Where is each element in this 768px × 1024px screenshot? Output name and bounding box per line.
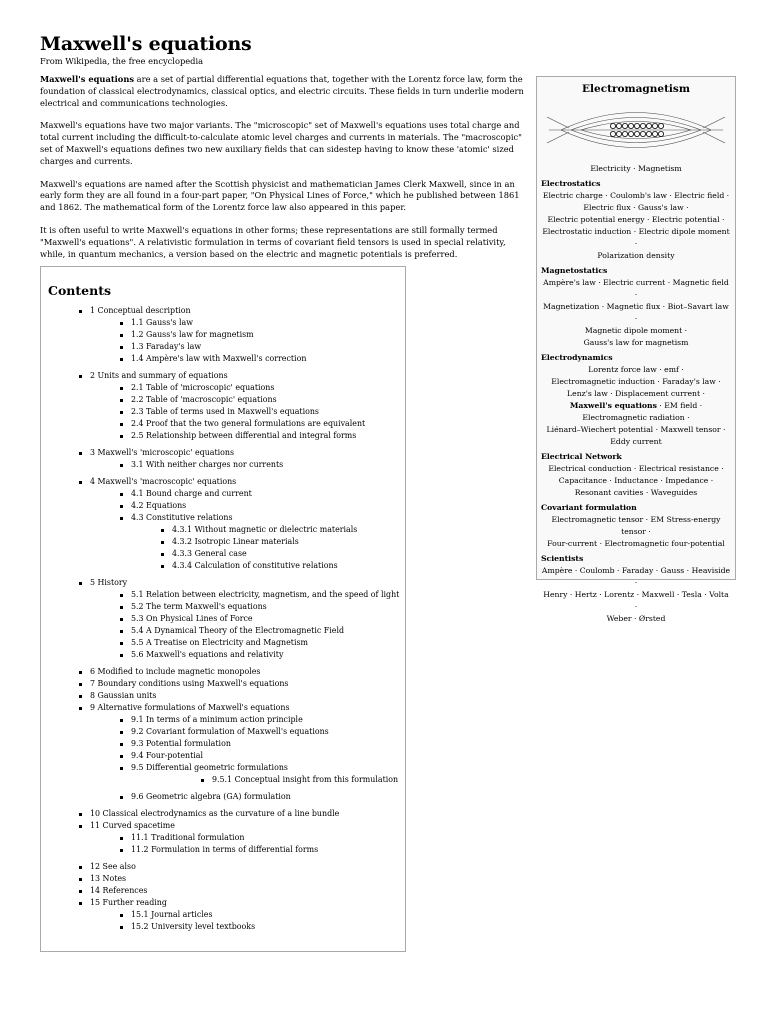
infobox-link-line[interactable]: Weber · Ørsted (606, 614, 666, 623)
bullet-icon (120, 796, 123, 799)
infobox-link-line[interactable]: Magnetic dipole moment · (584, 326, 688, 335)
solenoid-field-icon (541, 99, 731, 161)
toc-item-label: 1.4 Ampère's law with Maxwell's correction (131, 354, 307, 363)
toc-item[interactable] (41, 808, 405, 820)
toc-item-label: 1.2 Gauss's law for magnetism (131, 330, 254, 339)
toc-item[interactable] (41, 329, 405, 341)
bullet-icon (120, 594, 123, 597)
intro-text (40, 74, 528, 271)
infobox-link-line[interactable]: Gauss's law for magnetism (583, 338, 689, 347)
bullet-icon (120, 399, 123, 402)
bullet-icon (79, 890, 82, 893)
toc-item-label: 12 See also (90, 862, 136, 871)
infobox-section-heading: Covariant formulation (541, 503, 637, 512)
toc-item-label: 9.5 Differential geometric formulations (131, 763, 288, 772)
toc-item-label: 9 Alternative formulations of Maxwell's equations (90, 703, 290, 712)
toc-list (41, 305, 405, 933)
bullet-icon (79, 582, 82, 585)
toc-item[interactable] (41, 791, 405, 803)
toc-item-label: 2.5 Relationship between differential and integral forms (131, 431, 357, 440)
toc-item[interactable] (41, 317, 405, 329)
bullet-icon (120, 630, 123, 633)
toc-item-label: 4.3.1 Without magnetic or dielectric materials (172, 525, 358, 534)
bullet-icon (79, 375, 82, 378)
bullet-icon (79, 902, 82, 905)
toc-item-label: 1.1 Gauss's law (131, 318, 193, 327)
toc-item[interactable] (41, 613, 405, 625)
infobox-link-line[interactable]: Lorentz force law · emf · (588, 365, 684, 374)
toc-item-label: 2.3 Table of terms used in Maxwell's equations (131, 407, 319, 416)
table-of-contents (40, 266, 406, 952)
toc-item[interactable] (41, 418, 405, 430)
bullet-icon (120, 387, 123, 390)
bullet-icon (120, 423, 123, 426)
infobox-section-body (537, 514, 735, 550)
intro-paragraph-1 (40, 74, 528, 109)
infobox-link-line[interactable]: Electric potential energy · Electric potential · (547, 215, 725, 224)
toc-item[interactable] (41, 637, 405, 649)
bullet-icon (79, 481, 82, 484)
toc-item-label: 4.1 Bound charge and current (131, 489, 252, 498)
bullet-icon (120, 493, 123, 496)
toc-item[interactable] (41, 762, 405, 774)
toc-item[interactable] (41, 844, 405, 856)
intro-bold-term: Maxwell's equations (40, 74, 135, 84)
toc-item-label: 2.2 Table of 'macroscopic' equations (131, 395, 277, 404)
toc-item[interactable] (41, 589, 405, 601)
toc-item-label: 2 Units and summary of equations (90, 371, 228, 380)
toc-item[interactable] (41, 897, 405, 909)
toc-item-label: 7 Boundary conditions using Maxwell's equations (90, 679, 289, 688)
toc-item-label: 15.2 University level textbooks (131, 922, 256, 931)
infobox-link-line[interactable]: Four-current · Electromagnetic four-potential (547, 539, 725, 548)
bullet-icon (120, 767, 123, 770)
toc-title: Contents (48, 283, 112, 298)
toc-item-label: 15.1 Journal articles (131, 910, 213, 919)
toc-item[interactable] (41, 536, 405, 548)
toc-item[interactable] (41, 524, 405, 536)
toc-item-label: 4 Maxwell's 'macroscopic' equations (90, 477, 237, 486)
toc-item-label: 5.1 Relation between electricity, magnetism, and the speed of light (131, 590, 400, 599)
toc-item[interactable] (41, 861, 405, 873)
toc-item-label: 13 Notes (90, 874, 127, 883)
toc-item[interactable] (41, 649, 405, 661)
toc-item-label: 1.3 Faraday's law (131, 342, 202, 351)
bullet-icon (120, 849, 123, 852)
toc-item[interactable] (41, 394, 405, 406)
toc-item[interactable] (41, 406, 405, 418)
toc-item-label: 2.1 Table of 'microscopic' equations (131, 383, 275, 392)
infobox-section-body (537, 277, 735, 349)
bullet-icon (120, 731, 123, 734)
bullet-icon (120, 346, 123, 349)
infobox-link-line[interactable]: Electromagnetic induction · Faraday's law · (551, 377, 721, 386)
bullet-icon (120, 743, 123, 746)
electromagnetism-infobox (536, 76, 736, 623)
source-note: From Wikipedia, the free encyclopedia (40, 56, 204, 66)
toc-item[interactable] (41, 548, 405, 560)
toc-item-label: 9.6 Geometric algebra (GA) formulation (131, 792, 291, 801)
toc-item[interactable] (41, 341, 405, 353)
toc-item-label: 4.2 Equations (131, 501, 187, 510)
infobox-link-line[interactable]: Maxwell's equations · EM field · (569, 401, 703, 410)
bullet-icon (201, 779, 204, 782)
bullet-icon (120, 322, 123, 325)
toc-item-label: 1 Conceptual description (90, 306, 191, 315)
toc-item[interactable] (41, 560, 405, 572)
bullet-icon (120, 618, 123, 621)
bullet-icon (120, 334, 123, 337)
bullet-icon (120, 719, 123, 722)
toc-item[interactable] (41, 476, 405, 488)
toc-item[interactable] (41, 885, 405, 897)
toc-item[interactable] (41, 921, 405, 933)
toc-item-label: 11.2 Formulation in terms of differential forms (131, 845, 319, 854)
toc-item[interactable] (41, 430, 405, 442)
bullet-icon (120, 654, 123, 657)
infobox-title: Electromagnetism (582, 83, 690, 95)
toc-item[interactable] (41, 873, 405, 885)
bullet-icon (79, 695, 82, 698)
infobox-section-heading: Electrical Network (541, 452, 622, 461)
toc-item-label: 11 Curved spacetime (90, 821, 175, 830)
toc-item-label: 14 References (90, 886, 148, 895)
bullet-icon (79, 813, 82, 816)
toc-item[interactable] (41, 459, 405, 471)
toc-item-label: 4.3.4 Calculation of constitutive relations (172, 561, 338, 570)
infobox-sections (537, 178, 735, 625)
toc-item[interactable] (41, 678, 405, 690)
infobox-link-line[interactable]: Electric charge · Coulomb's law · Electric field · (542, 191, 730, 200)
toc-item[interactable] (41, 488, 405, 500)
infobox-link-line[interactable]: Ampère's law · Electric current · Magnetic field · (543, 278, 729, 299)
toc-item[interactable] (41, 690, 405, 702)
infobox-section-heading: Electrodynamics (541, 353, 613, 362)
infobox-section-body (537, 463, 735, 499)
infobox-link-line[interactable]: Ampère · Coulomb · Faraday · Gauss · Heaviside · (541, 566, 731, 587)
intro-paragraph-3: Maxwell's equations are named after the Scottish physicist and mathematician James Clerk Maxwell, since in an early form they are all found in a four-part paper, "On Physical Lines of Force," which he published between 1861 and 1862. The mathematical form of the Lorentz force law also appeared in this paper. (40, 178, 520, 213)
infobox-link-line[interactable]: Eddy current (610, 437, 662, 446)
bullet-icon (161, 553, 164, 556)
toc-item-label: 4.3 Constitutive relations (131, 513, 233, 522)
infobox-section-heading: Magnetostatics (541, 266, 608, 275)
bullet-icon (120, 411, 123, 414)
toc-item[interactable] (41, 738, 405, 750)
toc-item-label: 5.6 Maxwell's equations and relativity (131, 650, 284, 659)
infobox-section-heading: Electrostatics (541, 179, 601, 188)
bullet-icon (120, 464, 123, 467)
toc-item[interactable] (41, 750, 405, 762)
toc-item-label: 9.5.1 Conceptual insight from this formulation (212, 775, 399, 784)
toc-item[interactable] (41, 447, 405, 459)
toc-item[interactable] (41, 577, 405, 589)
bullet-icon (161, 565, 164, 568)
bullet-icon (79, 825, 82, 828)
toc-item-label: 8 Gaussian units (90, 691, 157, 700)
infobox-link-line[interactable]: Polarization density (597, 251, 675, 260)
intro-paragraph-4: It is often useful to write Maxwell's equations in other forms; these representations are still formally termed "Maxwell's equations". A relativistic formulation in terms of covariant field tensors is used in special relativity, while, in quantum mechanics, a version based on the electric and magnetic potentials is preferred. (40, 224, 506, 259)
toc-item-label: 10 Classical electrodynamics as the curvature of a line bundle (90, 809, 340, 818)
toc-item[interactable] (41, 625, 405, 637)
infobox-section-body (537, 565, 735, 625)
toc-item[interactable] (41, 702, 405, 714)
infobox-section-body (537, 190, 735, 262)
toc-item-label: 5.3 On Physical Lines of Force (131, 614, 253, 623)
toc-item[interactable] (41, 820, 405, 832)
bullet-icon (120, 517, 123, 520)
infobox-link-line[interactable]: Electromagnetic radiation · (582, 413, 690, 422)
infobox-link-line[interactable]: Henry · Hertz · Lorentz · Maxwell · Tesla · Volta · (543, 590, 729, 611)
infobox-link-line[interactable]: Electric flux · Gauss's law · (583, 203, 689, 212)
infobox-link-line[interactable]: Resonant cavities · Waveguides (574, 488, 698, 497)
toc-item-label: 5 History (90, 578, 128, 587)
bullet-icon (120, 642, 123, 645)
toc-item[interactable] (41, 353, 405, 365)
infobox-link-line[interactable]: Electrical conduction · Electrical resistance · (548, 464, 724, 473)
bullet-icon (120, 755, 123, 758)
toc-item[interactable] (41, 601, 405, 613)
toc-item-label: 3.1 With neither charges nor currents (131, 460, 284, 469)
bullet-icon (120, 606, 123, 609)
infobox-section-body (537, 364, 735, 448)
bullet-icon (120, 435, 123, 438)
toc-item[interactable] (41, 370, 405, 382)
bullet-icon (79, 671, 82, 674)
bullet-icon (79, 707, 82, 710)
bullet-icon (120, 926, 123, 929)
toc-item[interactable] (41, 500, 405, 512)
infobox-section-heading: Scientists (541, 554, 584, 563)
toc-item-label: 6 Modified to include magnetic monopoles (90, 667, 261, 676)
toc-item-label: 3 Maxwell's 'microscopic' equations (90, 448, 235, 457)
toc-item[interactable] (41, 714, 405, 726)
toc-item[interactable] (41, 726, 405, 738)
bullet-icon (120, 837, 123, 840)
bullet-icon (79, 866, 82, 869)
toc-item-label: 15 Further reading (90, 898, 167, 907)
bullet-icon (120, 358, 123, 361)
infobox-link-line[interactable]: Electromagnetic tensor · EM Stress-energy tensor · (551, 515, 721, 536)
bullet-icon (120, 505, 123, 508)
toc-item[interactable] (41, 512, 405, 524)
page-title: Maxwell's equations (40, 33, 252, 55)
infobox-caption: Electricity · Magnetism (590, 164, 682, 173)
toc-item-label: 4.3.2 Isotropic Linear materials (172, 537, 299, 546)
intro-paragraph-1-text: are a set of partial differential equations that, together with the Lorentz force law, form the foundation of classical electrodynamics, classical optics, and electric circuits. These fields in turn underlie modern electrical and communications technologies. (40, 74, 524, 108)
toc-item-label: 9.3 Potential formulation (131, 739, 231, 748)
infobox-link-line[interactable]: Lenz's law · Displacement current · (567, 389, 705, 398)
toc-item-label: 5.2 The term Maxwell's equations (131, 602, 267, 611)
bullet-icon (79, 878, 82, 881)
toc-item[interactable] (41, 774, 405, 786)
bullet-icon (161, 529, 164, 532)
toc-item-label: 9.2 Covariant formulation of Maxwell's equations (131, 727, 329, 736)
infobox-link-line[interactable]: Capacitance · Inductance · Impedance · (558, 476, 714, 485)
toc-item[interactable] (41, 666, 405, 678)
toc-item[interactable] (41, 382, 405, 394)
infobox-link-line[interactable]: Magnetization · Magnetic flux · Biot–Savart law · (543, 302, 729, 323)
bullet-icon (120, 914, 123, 917)
bullet-icon (79, 683, 82, 686)
toc-item[interactable] (41, 832, 405, 844)
toc-item-label: 5.5 A Treatise on Electricity and Magnetism (131, 638, 309, 647)
bullet-icon (79, 310, 82, 313)
toc-item-label: 2.4 Proof that the two general formulations are equivalent (131, 419, 366, 428)
bullet-icon (79, 452, 82, 455)
bullet-icon (161, 541, 164, 544)
intro-paragraph-2: Maxwell's equations have two major variants. The "microscopic" set of Maxwell's equations uses total charge and total current including the difficult-to-calculate atomic level charges and currents in materials. The "macroscopic" set of Maxwell's equations defines two new auxiliary fields that can sidestep having to know these 'atomic' sized charges and currents. (40, 120, 522, 166)
toc-item-label: 4.3.3 General case (172, 549, 247, 558)
infobox-link-line[interactable]: Electrostatic induction · Electric dipole moment · (542, 227, 730, 248)
toc-item-label: 9.1 In terms of a minimum action principle (131, 715, 303, 724)
toc-item-label: 5.4 A Dynamical Theory of the Electromagnetic Field (131, 626, 345, 635)
toc-item-label: 11.1 Traditional formulation (131, 833, 245, 842)
toc-item[interactable] (41, 909, 405, 921)
toc-item-label: 9.4 Four-potential (131, 751, 204, 760)
infobox-link-line[interactable]: Liénard–Wiechert potential · Maxwell tensor · (546, 425, 726, 434)
toc-item[interactable] (41, 305, 405, 317)
